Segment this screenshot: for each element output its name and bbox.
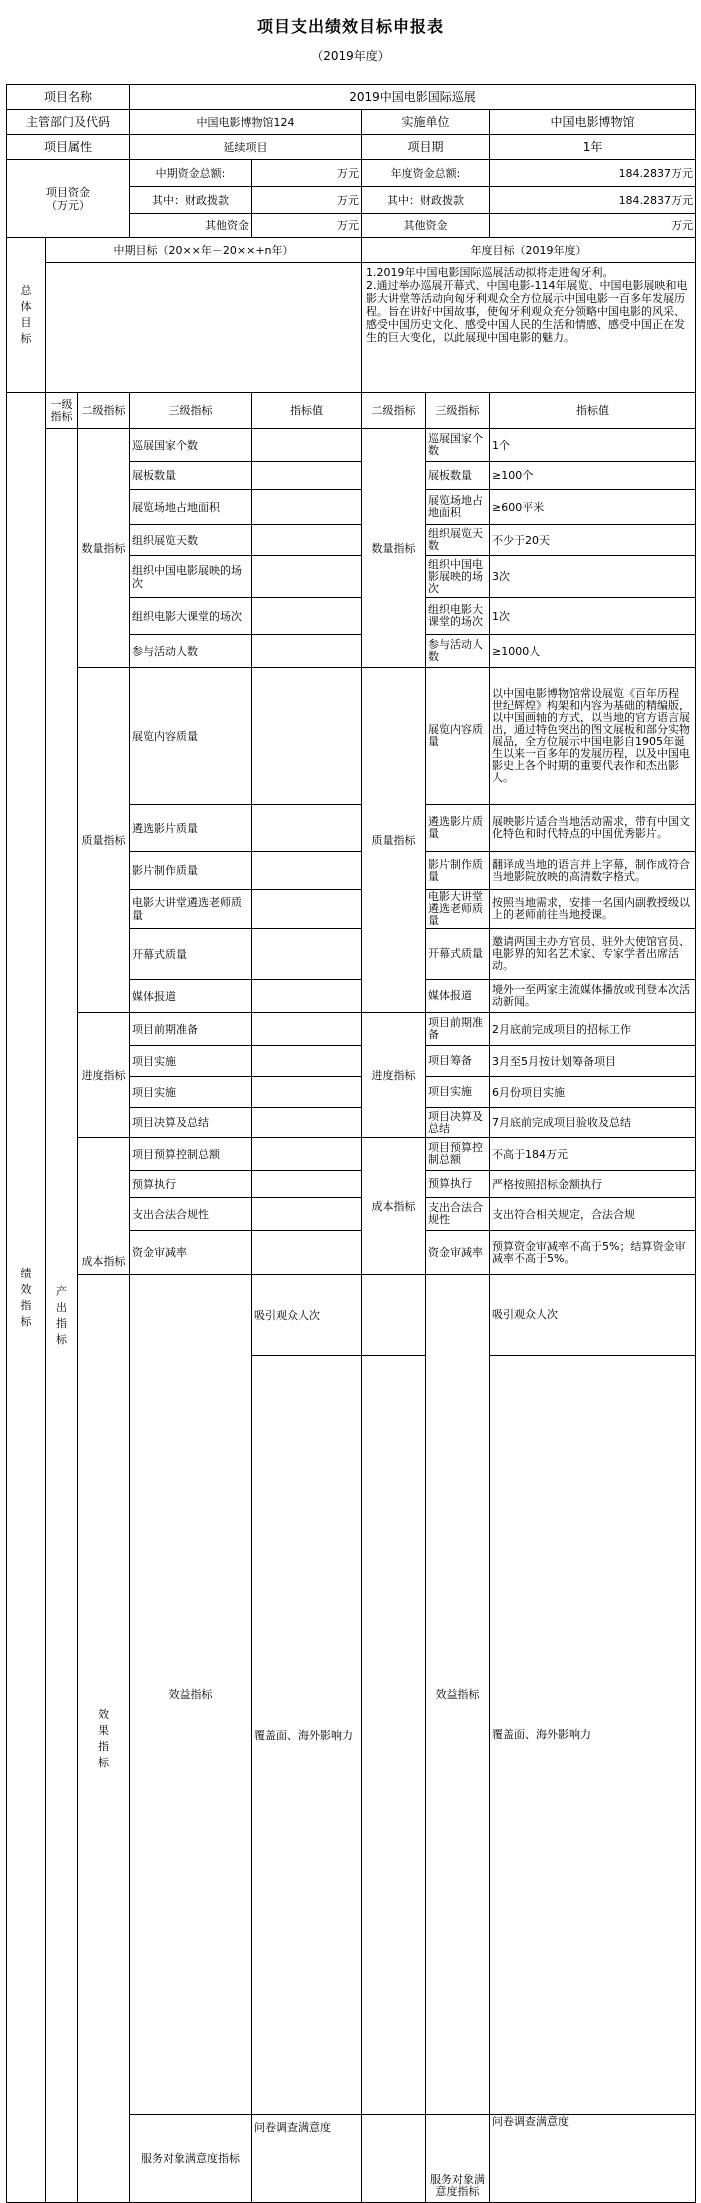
year-total-value: 184.2837万元 (490, 160, 696, 187)
year-goal-header: 年度目标（2019年度） (362, 238, 696, 263)
metric-value: 3次 (490, 556, 696, 598)
metric-left-value (252, 1077, 362, 1108)
metric-value: 不高于184万元 (490, 1138, 696, 1171)
metric-left: 展览场地占地面积 (130, 490, 252, 525)
satisfaction-label: 服务对象满意度指标 (130, 2115, 252, 2203)
metric-left: 组织电影大课堂的场次 (130, 598, 252, 635)
project-name-value: 2019中国电影国际巡展 (130, 85, 696, 110)
metric-left: 展板数量 (130, 462, 252, 490)
fiscal-unit-mid: 万元 (252, 187, 362, 214)
period-value: 1年 (490, 135, 696, 160)
metric-right: 吸引观众人次 (490, 1275, 696, 1356)
metric-left-value (252, 1231, 362, 1275)
metric-left-value (252, 429, 362, 462)
attr-label: 项目属性 (7, 135, 130, 160)
metric-right: 展览场地占地面积 (426, 490, 490, 525)
impl-label: 实施单位 (362, 110, 490, 135)
performance-table (6, 84, 696, 2203)
metric-right: 支出合法合规性 (426, 1198, 490, 1231)
metric-right: 组织中国电影展映的场次 (426, 556, 490, 598)
cost-label: 成本指标 (78, 1138, 130, 1275)
metric-right: 电影大讲堂遴选老师质量 (426, 890, 490, 929)
quality-label: 质量指标 (78, 668, 130, 1013)
level1-header: 一级指标 (46, 393, 78, 429)
cost-label-right: 成本指标 (362, 1138, 426, 1275)
metric-value: 邀请两国主办方官员、驻外大使馆官员、电影界的知名艺术家、专家学者出席活动。 (490, 929, 696, 980)
mid-goal-content (46, 263, 362, 393)
metric-left: 覆盖面、海外影响力 (252, 1356, 362, 2115)
metric-value: 境外一至两家主流媒体播放或刊登本次活动新闻。 (490, 980, 696, 1013)
metric-right: 巡展国家个数 (426, 429, 490, 462)
other-value-year: 万元 (490, 214, 696, 238)
metric-right: 项目前期准备 (426, 1013, 490, 1046)
metric-left: 影片制作质量 (130, 852, 252, 890)
metric-right: 组织电影大课堂的场次 (426, 598, 490, 635)
metric-left-value (252, 525, 362, 556)
output-metrics-label: 产出指标 (46, 429, 78, 2203)
impl-value: 中国电影博物馆 (490, 110, 696, 135)
metric-value: 支出符合相关规定，合法合规 (490, 1198, 696, 1231)
metric-left-value (252, 929, 362, 980)
metric-left: 开幕式质量 (130, 929, 252, 980)
metric-right: 项目实施 (426, 1077, 490, 1108)
metric-right: 遴选影片质量 (426, 805, 490, 852)
metric-left: 资金审减率 (130, 1231, 252, 1275)
metric-right: 媒体报道 (426, 980, 490, 1013)
metric-right: 参与活动人数 (426, 635, 490, 668)
value-header: 指标值 (252, 393, 362, 429)
metric-left: 遴选影片质量 (130, 805, 252, 852)
other-unit-mid: 万元 (252, 214, 362, 238)
level2-header: 二级指标 (78, 393, 130, 429)
document-title: 项目支出绩效目标申报表 (256, 17, 444, 36)
effect-metrics-label: 效果指标 (78, 1275, 130, 2203)
metric-value: 1个 (490, 429, 696, 462)
fund-label: 项目资金 （万元） (7, 160, 130, 238)
dept-value: 中国电影博物馆124 (130, 110, 362, 135)
attr-value: 延续项目 (130, 135, 362, 160)
metric-left: 项目决算及总结 (130, 1108, 252, 1138)
metric-left-value (252, 890, 362, 929)
mid-total-unit: 万元 (252, 160, 362, 187)
metric-left: 预算执行 (130, 1171, 252, 1198)
metric-right: 展板数量 (426, 462, 490, 490)
metric-right: 项目决算及总结 (426, 1108, 490, 1138)
metric-left-value (252, 635, 362, 668)
mid-total-label: 中期资金总额: (130, 160, 252, 187)
metric-value: 按照当地需求，安排一名国内副教授级以上的老师前往当地授课。 (490, 890, 696, 929)
metric-value: 2月底前完成项目的招标工作 (490, 1013, 696, 1046)
metric-right: 问卷调查满意度 (490, 2115, 696, 2203)
metric-value: 6月份项目实施 (490, 1077, 696, 1108)
metric-left-value (252, 852, 362, 890)
metric-left-value (252, 490, 362, 525)
metric-right: 影片制作质量 (426, 852, 490, 890)
metric-value: ≥100个 (490, 462, 696, 490)
metric-left-value (252, 668, 362, 805)
metric-value: 预算资金审减率不高于5%；结算资金审减率不高于5%。 (490, 1231, 696, 1275)
other-label-mid: 其他资金 (130, 214, 252, 238)
level3-header-right: 三级指标 (426, 393, 490, 429)
metric-left-value (252, 1108, 362, 1138)
metric-left: 支出合法合规性 (130, 1198, 252, 1231)
dept-label: 主管部门及代码 (7, 110, 130, 135)
metric-left-value (252, 1198, 362, 1231)
metric-left-value (362, 1275, 426, 1356)
project-name-label: 项目名称 (7, 85, 130, 110)
metric-left-value (252, 462, 362, 490)
metric-left-value (252, 1171, 362, 1198)
metric-left-value (252, 598, 362, 635)
metric-value: 7月底前完成项目验收及总结 (490, 1108, 696, 1138)
metric-left: 项目预算控制总额 (130, 1138, 252, 1171)
metric-left-value (252, 556, 362, 598)
metric-left-value (252, 1013, 362, 1046)
metric-right: 预算执行 (426, 1171, 490, 1198)
fiscal-value-year: 184.2837万元 (490, 187, 696, 214)
metric-value: 3月至5月按计划筹备项目 (490, 1046, 696, 1077)
metric-value: 以中国电影博物馆常设展览《百年历程 世纪辉煌》构架和内容为基础的精编版，以中国画轴的方式，以当地的官方语言展出，通过特色突出的图文展板和部分实物展品，全方位展示中国电影自1905年诞生以来一百多年的发展历程，以及中国电影史上各个时期的重要代表作和杰出影人。 (490, 668, 696, 805)
progress-label-right: 进度指标 (362, 1013, 426, 1138)
satisfaction-label-right: 服务对象满意度指标 (426, 2115, 490, 2203)
metric-left-value (252, 1138, 362, 1171)
metric-left: 组织中国电影展映的场次 (130, 556, 252, 598)
metric-left: 项目前期准备 (130, 1013, 252, 1046)
metric-value: 不少于20天 (490, 525, 696, 556)
metric-right: 组织展览天数 (426, 525, 490, 556)
benefit-label-right: 效益指标 (426, 1275, 490, 2115)
metric-left: 展览内容质量 (130, 668, 252, 805)
benefit-label: 效益指标 (130, 1275, 252, 2115)
metric-left-value (252, 1046, 362, 1077)
metric-value: 1次 (490, 598, 696, 635)
year-goal-content: 1.2019年中国电影国际巡展活动拟将走进匈牙利。 2.通过举办巡展开幕式、中国电影-114年展览、中国电影展映和电影大讲堂等活动向匈牙利观众全方位展示中国电影一百多年发展历程。旨在讲好中国故事，使匈牙利观众充分领略中国电影的风采、感受中国历史文化、感受中国人民的生活和情感、感受中国正在发生的巨大变化，以此展现中国电影的魅力。 (362, 263, 696, 393)
metric-left: 电影大讲堂遴选老师质量 (130, 890, 252, 929)
metric-value: ≥1000人 (490, 635, 696, 668)
progress-label: 进度指标 (78, 1013, 130, 1138)
performance-metrics-label: 绩效指标 (7, 393, 46, 2203)
metric-left-value (362, 2115, 426, 2203)
fiscal-label-year: 其中：财政拨款 (362, 187, 490, 214)
metric-right: 项目筹备 (426, 1046, 490, 1077)
metric-left: 组织展览天数 (130, 525, 252, 556)
mid-goal-header: 中期目标（20××年－20××+n年） (46, 238, 362, 263)
metric-value: 严格按照招标金额执行 (490, 1171, 696, 1198)
metric-value: 翻译成当地的语言并上字幕，制作成符合当地影院放映的高清数字格式。 (490, 852, 696, 890)
metric-left: 参与活动人数 (130, 635, 252, 668)
quantity-label-right: 数量指标 (362, 429, 426, 668)
metric-left: 问卷调查满意度 (252, 2115, 362, 2203)
metric-right: 开幕式质量 (426, 929, 490, 980)
metric-right: 项目预算控制总额 (426, 1138, 490, 1171)
metric-right: 资金审减率 (426, 1231, 490, 1275)
metric-left: 媒体报道 (130, 980, 252, 1013)
metric-right: 覆盖面、海外影响力 (490, 1356, 696, 2115)
document-year: （2019年度） (311, 49, 390, 63)
metric-left: 巡展国家个数 (130, 429, 252, 462)
value-header-right: 指标值 (490, 393, 696, 429)
metric-left: 项目实施 (130, 1077, 252, 1108)
quantity-label: 数量指标 (78, 429, 130, 668)
metric-left-value (252, 980, 362, 1013)
fiscal-label-mid: 其中：财政拨款 (130, 187, 252, 214)
other-label-year: 其他资金 (362, 214, 490, 238)
metric-left: 项目实施 (130, 1046, 252, 1077)
metric-left-value (362, 1356, 426, 2115)
year-total-label: 年度资金总额: (362, 160, 490, 187)
period-label: 项目期 (362, 135, 490, 160)
metric-value: ≥600平米 (490, 490, 696, 525)
metric-left: 吸引观众人次 (252, 1275, 362, 1356)
metric-right: 展览内容质量 (426, 668, 490, 805)
overall-goal-label: 总体目标 (7, 238, 46, 393)
quality-label-right: 质量指标 (362, 668, 426, 1013)
metric-left-value (252, 805, 362, 852)
metric-value: 展映影片适合当地活动需求，带有中国文化特色和时代特点的中国优秀影片。 (490, 805, 696, 852)
level3-header: 三级指标 (130, 393, 252, 429)
level2-header-right: 二级指标 (362, 393, 426, 429)
